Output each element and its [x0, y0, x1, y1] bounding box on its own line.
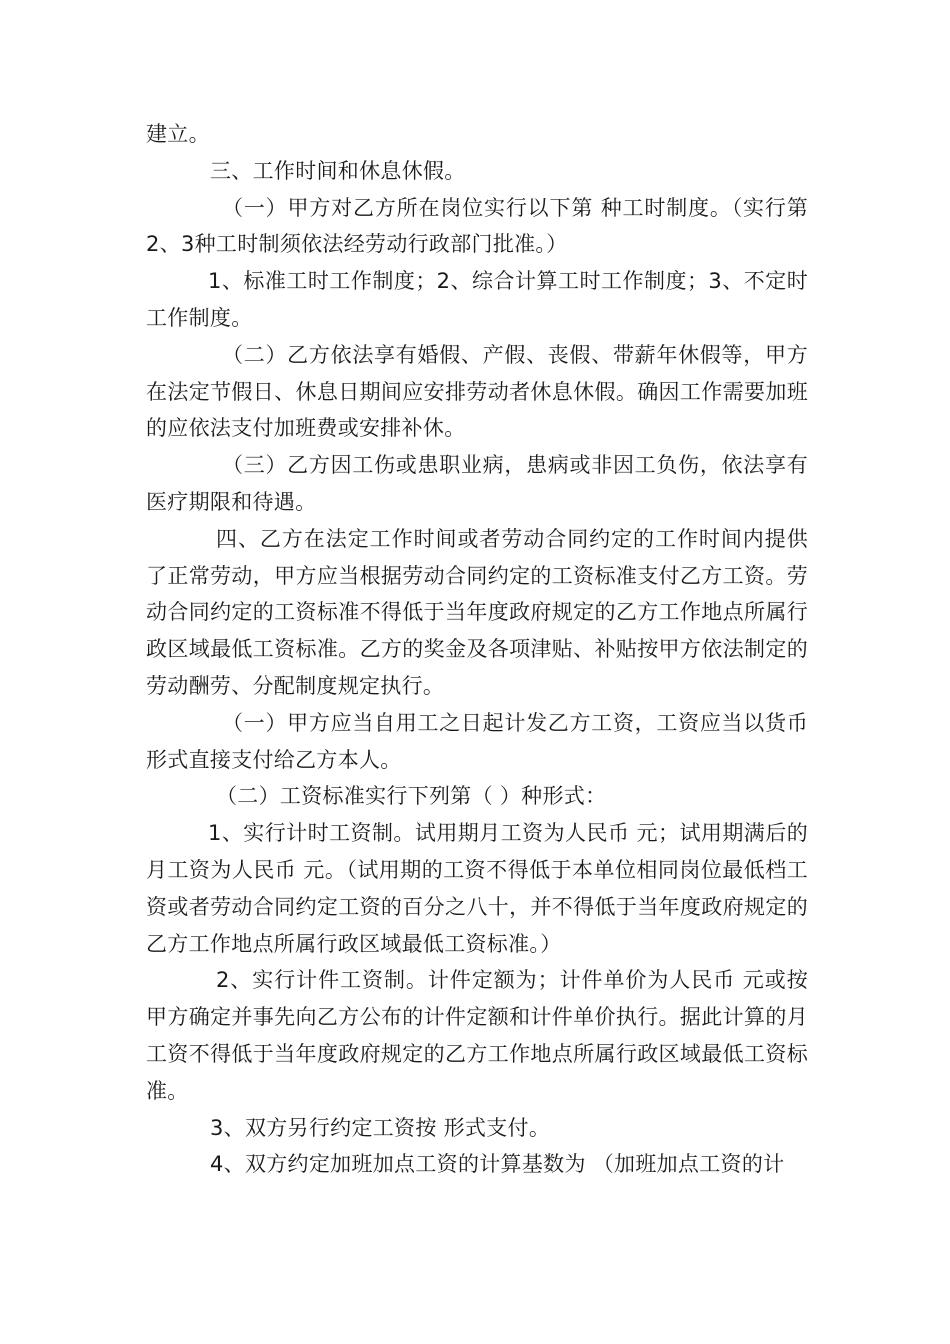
clause-wage-payment: （一）甲方应当自用工之日起计发乙方工资，工资应当以货币形式直接支付给乙方本人。 [146, 710, 808, 772]
clause-leave-rights: （二）乙方依法享有婚假、产假、丧假、带薪年休假等，甲方在法定节假日、休息日期间应安排劳动者休息休假。确因工作需要加班的应依法支付加班费或安排补休。 [146, 342, 808, 441]
clause-working-hours-options: 1、标准工时工作制度；2、综合计算工时工作制度；3、不定时工作制度。 [146, 269, 808, 330]
clause-other-wage-form: 3、双方另行约定工资按 形式支付。 [210, 1115, 551, 1140]
clause-working-hours-system: （一）甲方对乙方所在岗位实行以下第 种工时制度。（实行第2、3种工时制须依法经劳动行政部门批准。） [146, 195, 808, 257]
section-heading-work-hours: 三、工作时间和休息休假。 [210, 158, 466, 183]
clause-wage-form: （二）工资标准实行下列第（ ）种形式： [216, 784, 607, 809]
section-heading-wages: 四、乙方在法定工作时间或者劳动合同约定的工作时间内提供了正常劳动，甲方应当根据劳动合同约定的工资标准支付乙方工资。劳动合同约定的工资标准不得低于当年度政府规定的乙方工作地点所属行政区域最低工资标准。乙方的奖金及各项津贴、补贴按甲方依法制定的劳动酬劳、分配制度规定执行。 [146, 526, 808, 698]
clause-piece-wage: 2、实行计件工资制。计件定额为；计件单价为人民币 元或按甲方确定并事先向乙方公布的计件定额和计件单价执行。据此计算的月工资不得低于当年度政府规定的乙方工作地点所属行政区域最低工资标准。 [146, 968, 808, 1103]
clause-overtime-base: 4、双方约定加班加点工资的计算基数为 （加班加点工资的计 [210, 1152, 785, 1177]
paragraph-continuation: 建立。 [146, 122, 210, 146]
clause-medical-period: （三）乙方因工伤或患职业病，患病或非因工负伤，依法享有医疗期限和待遇。 [146, 453, 808, 514]
clause-time-wage: 1、实行计时工资制。试用期月工资为人民币 元；试用期满后的月工资为人民币 元。（试用期的工资不得低于本单位相同岗位最低档工资或者劳动合同约定工资的百分之八十，并不得低于当年度政府规定的乙方工作地点所属行政区域最低工资标准。） [146, 821, 808, 956]
document-page [146, 116, 808, 1183]
